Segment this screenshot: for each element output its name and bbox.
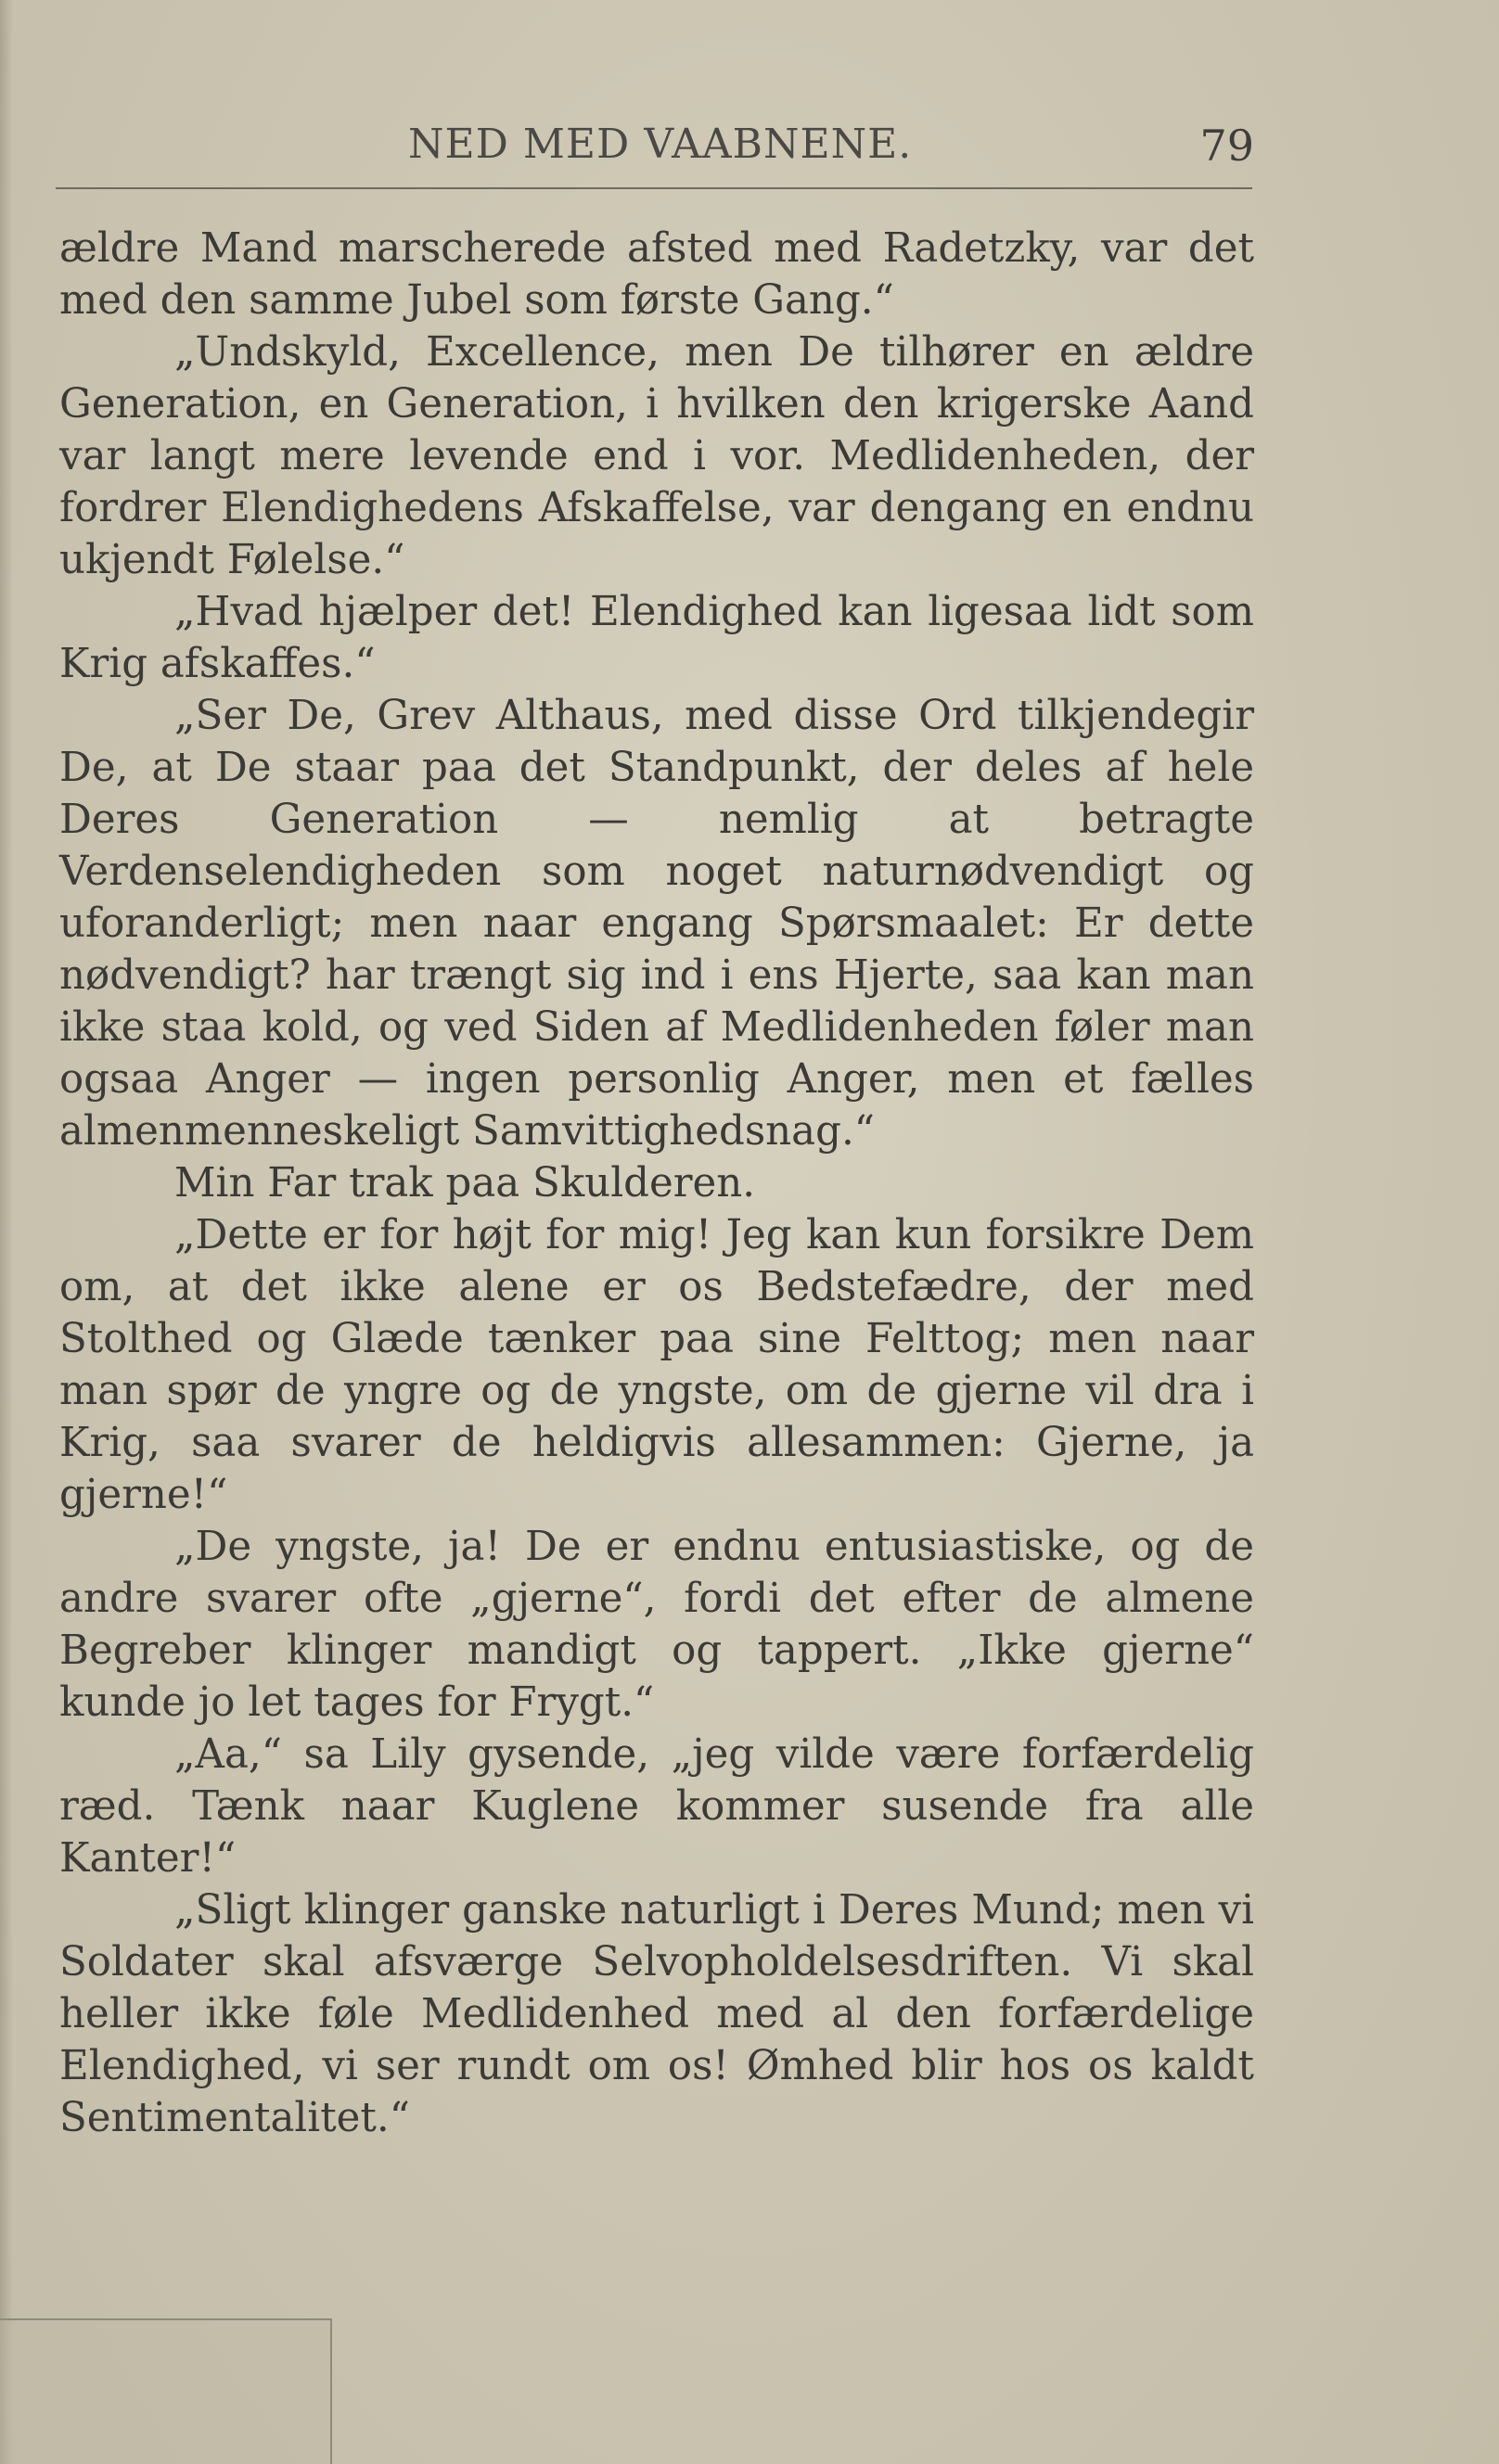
page-header	[58, 121, 1254, 176]
paragraph: „De yngste, ja! De er endnu entusiastiske, og de andre svarer ofte „gjerne“, fordi det efter de almene Begreber klinger mandigt og tappert. „Ikke gjerne“ kunde jo let tages for Frygt.“	[59, 1524, 1254, 1726]
paragraph: „Aa,“ sa Lily gysende, „jeg vilde være forfærdelig ræd. Tænk naar Kuglene kommer susende fra alle Kanter!“	[59, 1731, 1254, 1882]
body-text	[59, 223, 1254, 2144]
page-number: 79	[1199, 121, 1254, 171]
page-edge-shadow	[0, 0, 13, 2464]
paragraph: „Sligt klinger ganske naturligt i Deres Mund; men vi Soldater skal afsværge Selvopholdelsesdriften. Vi skal heller ikke føle Medlidenhed med al den forfærdelige Elendighed, vi ser rundt om os! Ømhed blir hos os kaldt Sentimentalitet.“	[59, 1887, 1254, 2141]
paragraph: „Dette er for højt for mig! Jeg kan kun forsikre Dem om, at det ikke alene er os Bedstefædre, der med Stolthed og Glæde tænker paa sine Felttog; men naar man spør de yngre og de yngste, om de gjerne vil dra i Krig, saa svarer de heldigvis allesammen: Gjerne, ja gjerne!“	[59, 1212, 1254, 1518]
paragraph: Min Far trak paa Skulderen.	[174, 1160, 756, 1206]
header-rule	[56, 187, 1252, 189]
running-title: NED MED VAABNENE.	[408, 121, 913, 168]
library-label-outline	[0, 2318, 332, 2464]
paragraph: „Undskyld, Excellence, men De tilhører en ældre Generation, en Generation, i hvilken den krigerske Aand var langt mere levende end i vor. Medlidenheden, der fordrer Elendighedens Afskaffelse, var dengang en endnu ukjendt Følelse.“	[59, 329, 1254, 583]
paragraph: ældre Mand marscherede afsted med Radetzky, var det med den samme Jubel som første Gang.“	[59, 225, 1254, 324]
paragraph: „Hvad hjælper det! Elendighed kan ligesaa lidt som Krig afskaffes.“	[59, 589, 1254, 687]
paragraph: „Ser De, Grev Althaus, med disse Ord tilkjendegir De, at De staar paa det Standpunkt, der deles af hele Deres Generation — nemlig at betragte Verdenselendigheden som noget naturnødvendigt og uforanderligt; men naar engang Spørsmaalet: Er dette nødvendigt? har trængt sig ind i ens Hjerte, saa kan man ikke staa kold, og ved Siden af Medlidenheden føler man ogsaa Anger — ingen personlig Anger, men et fælles almenmenneskeligt Samvittighedsnag.“	[59, 693, 1254, 1155]
